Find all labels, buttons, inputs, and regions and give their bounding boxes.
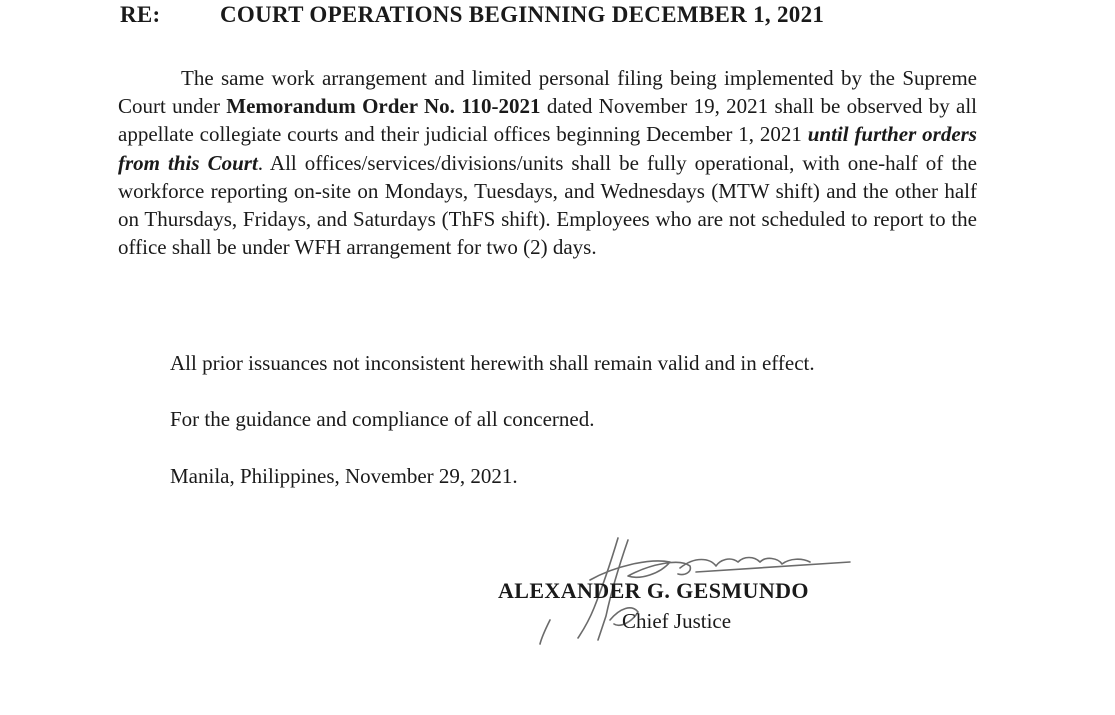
signatory-title: Chief Justice <box>622 609 732 633</box>
body-paragraph-prior-issuances: All prior issuances not inconsistent herewith shall remain valid and in effect. <box>170 351 815 375</box>
place-and-date: Manila, Philippines, November 29, 2021. <box>170 464 518 488</box>
signatory-name: ALEXANDER G. GESMUNDO <box>498 578 809 603</box>
signature-stroke <box>540 620 550 644</box>
body-paragraph-guidance: For the guidance and compliance of all concerned. <box>170 407 595 431</box>
memorandum-order-reference: Memorandum Order No. 110-2021 <box>226 94 541 119</box>
para1-text-c: . All offices/services/divisions/units shall be fully operational, with one-half of the workforce reporting on-site on Mondays, Tuesdays, and Wednesdays (MTW shift) and the other half on Thursdays, Fridays, and Saturdays (ThFS shift). Employees who are not scheduled to report to the office shall be under WFH arrangement for two (2) days. <box>118 150 977 260</box>
re-label: RE: <box>120 2 161 27</box>
body-paragraph-work-arrangement <box>118 64 977 261</box>
memo-subject: COURT OPERATIONS BEGINNING DECEMBER 1, 2021 <box>220 2 825 27</box>
para1-text-b: dated November 19, 2021 shall be observed by all appellate collegiate courts and their judicial offices beginning December 1, 2021 <box>118 94 978 147</box>
until-further-orders-emphasis: until further orders from this Court <box>118 122 977 175</box>
para1-text-a: The same work arrangement and limited personal filing being implemented by the Supreme Court under <box>118 66 977 119</box>
